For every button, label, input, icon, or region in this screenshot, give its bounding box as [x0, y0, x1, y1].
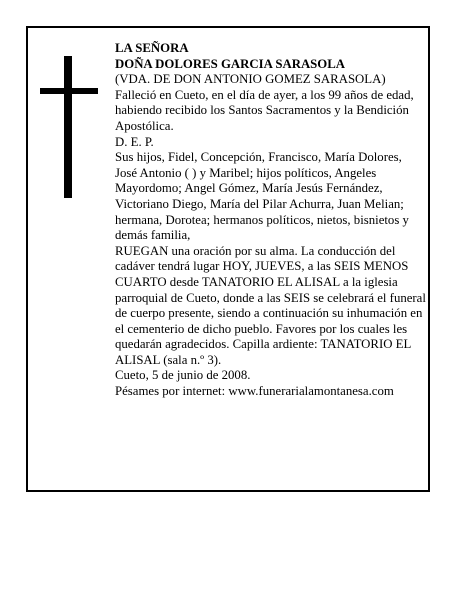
deceased-name: DOÑA DOLORES GARCIA SARASOLA: [115, 56, 346, 71]
family-paragraph: Sus hijos, Fidel, Concepción, Francisco, María Dolores, José Antonio ( ) y Maribel; hijos políticos, Angeles Mayordomo; Angel Gómez, María Jesús Fernández, Victoriano Diego, María del Pilar Achurra, Juan Melian; hermana, Dorotea; hermanos políticos, nietos, bisnietos y demás familia,: [115, 150, 409, 243]
death-paragraph: Falleció en Cueto, en el día de ayer, a los 99 años de edad, habiendo recibido los Santos Sacramentos y la Bendición Apostólica.: [115, 87, 414, 133]
notice-intro: LA SEÑORA: [115, 41, 189, 55]
cross-icon: [40, 56, 98, 198]
request-paragraph: RUEGAN una oración por su alma. La conducción del cadáver tendrá lugar HOY, JUEVES, a las SEIS MENOS CUARTO desde TANATORIO EL ALISAL a la iglesia parroquial de Cueto, donde a las SEIS se celebrará el funeral de cuerpo presente, siendo a continuación su inhumación en el cementerio de dicho pueblo. Favores por los cuales les quedarán agradecidos. Capilla ardiente: TANATORIO EL ALISAL (sala n.º 3).: [115, 243, 426, 367]
condolences-line: Pésames por internet: www.funerarialamontanesa.com: [115, 384, 394, 399]
notice-body: [115, 41, 427, 400]
rip-line: D. E. P.: [115, 134, 154, 149]
obituary-notice: [26, 26, 430, 492]
cross-vertical-bar: [64, 56, 72, 198]
widow-of: (VDA. DE DON ANTONIO GOMEZ SARASOLA): [115, 72, 386, 87]
cross-horizontal-bar: [40, 88, 98, 94]
place-date: Cueto, 5 de junio de 2008.: [115, 368, 251, 383]
